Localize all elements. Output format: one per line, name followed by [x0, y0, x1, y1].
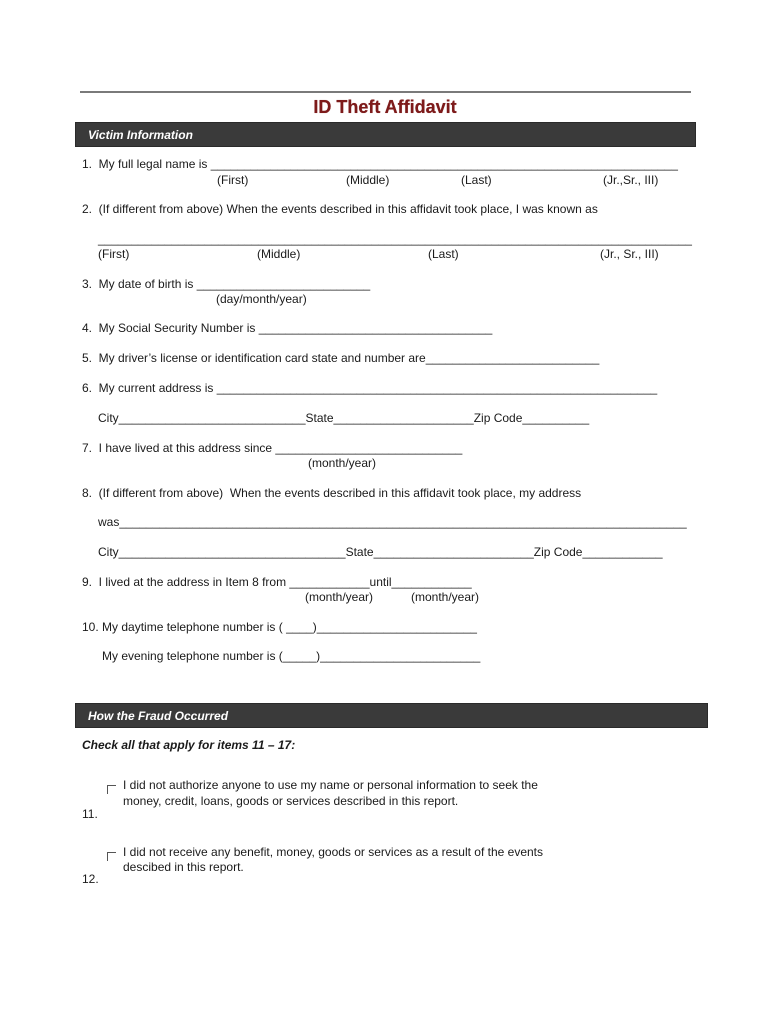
q5-license-field[interactable]: 5. My driver’s license or identification card state and number are__________________________	[82, 351, 600, 365]
q9-sub-from: (month/year)	[305, 590, 374, 604]
q6-city-state-zip-field[interactable]: City____________________________State_____________________Zip Code__________	[98, 411, 590, 425]
q2-former-name-field[interactable]: _________________________________________________________________________________________	[98, 232, 692, 246]
q10-evening-phone-field[interactable]: My evening telephone number is (_____)________________________	[102, 649, 481, 663]
item-12-number: 12.	[82, 872, 99, 886]
item-11-checkbox[interactable]	[107, 785, 116, 794]
q10-daytime-phone-field[interactable]: 10. My daytime telephone number is ( ____)________________________	[82, 620, 477, 634]
section-header-how-the-fraud-occurred: How the Fraud Occurred	[75, 703, 708, 728]
q3-sub: (day/month/year)	[216, 292, 307, 306]
top-rule	[80, 91, 691, 93]
section-header-victim-information: Victim Information	[75, 122, 696, 147]
page-title: ID Theft Affidavit	[313, 97, 457, 117]
q8-previous-address-field[interactable]: was_____________________________________________________________________________________	[98, 515, 687, 529]
q9-sub-until: (month/year)	[411, 590, 480, 604]
item-11-line2: money, credit, loans, goods or services described in this report.	[123, 794, 459, 808]
q2-sub-last: (Last)	[428, 247, 459, 261]
q7-sub: (month/year)	[308, 456, 377, 470]
q8-city-state-zip-field[interactable]: City__________________________________State________________________Zip Code____________	[98, 545, 663, 559]
q2-sub-middle: (Middle)	[257, 247, 301, 261]
q2-sub-first: (First)	[98, 247, 130, 261]
q4-ssn-field[interactable]: 4. My Social Security Number is ___________________________________	[82, 321, 493, 335]
q3-date-of-birth-field[interactable]: 3. My date of birth is __________________________	[82, 277, 371, 291]
q1-sub-first: (First)	[217, 173, 249, 187]
item-12-line1: I did not receive any benefit, money, goods or services as a result of the events	[123, 845, 544, 859]
q1-sub-middle: (Middle)	[346, 173, 390, 187]
q8-prompt: 8. (If different from above) When the events described in this affidavit took place, my address	[82, 486, 582, 500]
q1-sub-suffix: (Jr.,Sr., III)	[603, 173, 659, 187]
q9-lived-dates-field[interactable]: 9. I lived at the address in Item 8 from ____________until____________	[82, 575, 472, 589]
q6-current-address-field[interactable]: 6. My current address is __________________________________________________________________	[82, 381, 658, 395]
check-all-instruction: Check all that apply for items 11 – 17:	[82, 738, 296, 752]
item-12-line2: descibed in this report.	[123, 860, 244, 874]
item-12-checkbox[interactable]	[107, 852, 116, 861]
q2-prompt: 2. (If different from above) When the events described in this affidavit took place, I was known as	[82, 202, 598, 216]
q1-full-legal-name-field[interactable]: 1. My full legal name is ______________________________________________________________________	[82, 157, 678, 171]
item-11-line1: I did not authorize anyone to use my name or personal information to seek the	[123, 778, 538, 792]
q1-sub-last: (Last)	[461, 173, 492, 187]
item-11-number: 11.	[82, 807, 98, 821]
q7-lived-since-field[interactable]: 7. I have lived at this address since ____________________________	[82, 441, 463, 455]
q2-sub-suffix: (Jr., Sr., III)	[600, 247, 659, 261]
